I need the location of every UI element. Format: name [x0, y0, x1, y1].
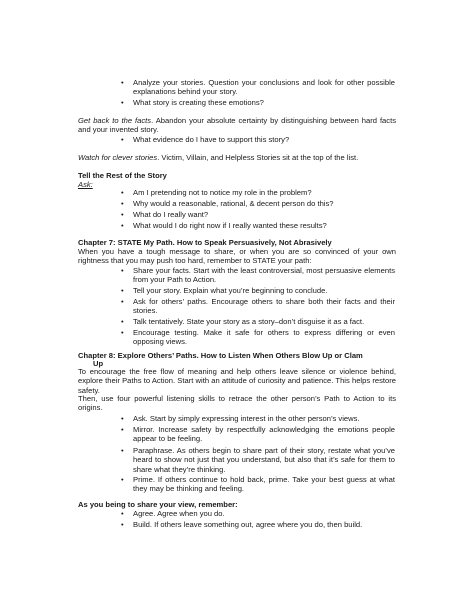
list-item — [121, 317, 395, 326]
list-item — [121, 98, 395, 107]
heading-share: As you being to share your view, remember: — [78, 500, 238, 509]
bullet-icon: • — [121, 286, 124, 295]
bullet-icon: • — [121, 78, 124, 87]
bullet-text: Talk tentatively. State your story as a story–don’t disguise it as a fact. — [133, 317, 365, 326]
list-item — [121, 446, 395, 474]
bullet-icon: • — [121, 509, 124, 518]
list-item — [121, 266, 395, 285]
heading-tell-rest: Tell the Rest of the Story — [78, 171, 167, 180]
list-item — [121, 286, 395, 295]
heading-chapter-8-cont: Up — [93, 359, 104, 368]
bullet-text: Ask. Start by simply expressing interest in the other person’s views. — [133, 414, 360, 423]
bullet-text: Am I pretending not to notice my role in the problem? — [133, 188, 312, 197]
bullet-icon: • — [121, 221, 124, 230]
chapter-8-intro: To encourage the free flow of meaning and help others leave silence or violence behind, explore their Paths to Action. Start with an attitude of curiosity and patience. This helps restore safety. — [78, 367, 396, 395]
bullet-icon: • — [121, 188, 124, 197]
list-item — [121, 328, 395, 347]
bullet-text: Paraphrase. As others begin to share part of their story, restate what you’ve heard to show not just that you understand, but also that it’s safe for them to share what they’re thinking. — [133, 446, 395, 474]
bullet-icon: • — [121, 475, 124, 484]
bullet-icon: • — [121, 266, 124, 275]
paragraph-watch — [78, 153, 396, 162]
bullet-icon: • — [121, 425, 124, 434]
bullet-icon: • — [121, 297, 124, 306]
bullet-text: Tell your story. Explain what you’re beginning to conclude. — [133, 286, 328, 295]
bullet-text: Prime. If others continue to hold back, prime. Take your best guess at what they may be thinking and feeling. — [133, 475, 395, 494]
bullet-icon: • — [121, 520, 124, 529]
list-item — [121, 188, 395, 197]
bullet-text: What story is creating these emotions? — [133, 98, 264, 107]
bullet-text: Mirror. Increase safety by respectfully acknowledging the emotions people appear to be feeling. — [133, 425, 395, 444]
get-back-text: . Abandon your absolute certainty by distinguishing between hard facts and your invented story. — [78, 116, 396, 135]
bullet-text: Build. If others leave something out, agree where you do, then build. — [133, 520, 363, 529]
bullet-icon: • — [121, 98, 124, 107]
bullet-icon: • — [121, 328, 124, 337]
ask-label: Ask: — [78, 180, 93, 189]
bullet-text: What evidence do I have to support this story? — [133, 135, 290, 144]
list-item — [121, 520, 395, 529]
list-item — [121, 210, 395, 219]
list-item — [121, 221, 395, 230]
list-item — [121, 425, 395, 444]
chapter-8-intro-2: Then, use four powerful listening skills to retrace the other person’s Path to Action to its origins. — [78, 394, 396, 413]
watch-text: . Victim, Villain, and Helpless Stories sit at the top of the list. — [157, 153, 359, 162]
chapter-7-intro: When you have a tough message to share, or when you are so convinced of your own rightness that you may push too hard, remember to STATE your path: — [78, 247, 396, 266]
list-item — [121, 78, 395, 97]
bullet-text: Analyze your stories. Question your conclusions and look for other possible explanations behind your story. — [133, 78, 395, 97]
watch-lead: Watch for clever stories — [78, 153, 158, 162]
list-item — [121, 414, 395, 423]
list-item — [121, 297, 395, 316]
bullet-icon: • — [121, 199, 124, 208]
bullet-text: What do I really want? — [133, 210, 209, 219]
bullet-text: Share your facts. Start with the least controversial, most persuasive elements from your Path to Action. — [133, 266, 395, 285]
bullet-icon: • — [121, 446, 124, 455]
list-item — [121, 199, 395, 208]
list-item — [121, 475, 395, 494]
bullet-text: Ask for others’ paths. Encourage others to share both their facts and their stories. — [133, 297, 395, 316]
bullet-text: Why would a reasonable, rational, & decent person do this? — [133, 199, 334, 208]
bullet-text: Agree. Agree when you do. — [133, 509, 225, 518]
get-back-lead: Get back to the facts — [78, 116, 152, 125]
list-item — [121, 509, 395, 518]
bullet-icon: • — [121, 414, 124, 423]
heading-chapter-7: Chapter 7: STATE My Path. How to Speak Persuasively, Not Abrasively — [78, 238, 332, 247]
list-item — [121, 135, 395, 144]
bullet-text: Encourage testing. Make it safe for others to express differing or even opposing views. — [133, 328, 395, 347]
bullet-text: What would I do right now if I really wanted these results? — [133, 221, 327, 230]
bullet-icon: • — [121, 210, 124, 219]
bullet-icon: • — [121, 317, 124, 326]
heading-chapter-8: Chapter 8: Explore Others’ Paths. How to Listen When Others Blow Up or Clam — [78, 351, 363, 360]
bullet-icon: • — [121, 135, 124, 144]
paragraph-get-back — [78, 116, 396, 135]
